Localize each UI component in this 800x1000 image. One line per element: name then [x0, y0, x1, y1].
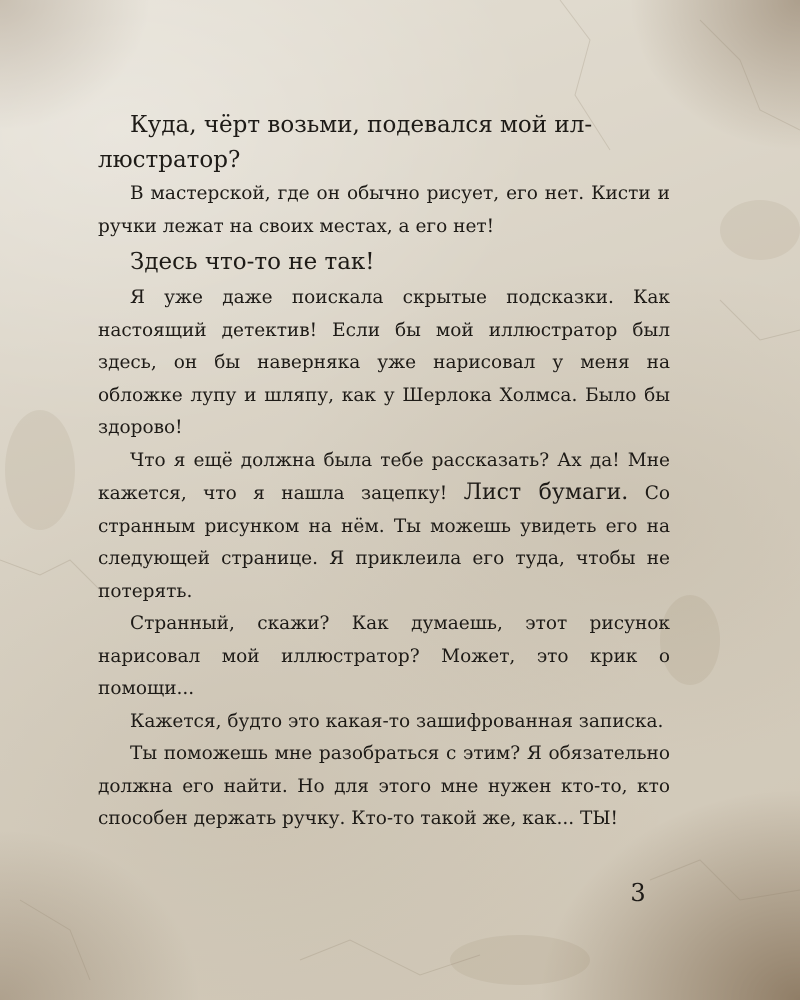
paragraph-workshop: В мастерской, где он обычно рисует, его нет. Кисти и ручки лежат на своих местах, а его нет!	[98, 183, 670, 237]
paragraph-call-to-reader: Ты поможешь мне разобраться с этим? Я обязательно должна его найти. Но для этого мне нужен кто-то, кто способен держать ручку. Кто-то такой же, как... ТЫ!	[98, 743, 670, 829]
opening-question-line-2: люстратор?	[98, 147, 241, 173]
opening-question-line-1: Куда, чёрт возьми, подевался мой ил-	[130, 112, 593, 138]
paragraph-clue	[98, 445, 670, 609]
clue-highlight: Лист бумаги.	[463, 480, 629, 505]
paragraph-strange-drawing: Странный, скажи? Как думаешь, этот рисунок нарисовал мой иллюстратор? Может, это крик о помощи...	[98, 613, 670, 699]
opening-question	[98, 108, 670, 178]
paragraph-detective: Я уже даже поискала скрытые подсказки. Как настоящий детектив! Если бы мой иллюстратор был здесь, он бы наверняка уже нарисовал у меня на обложке лупу и шляпу, как у Шерлока Холмса. Было бы здорово!	[98, 287, 670, 438]
clue-text-after: Со странным рисунком на нём. Ты можешь увидеть его на следующей странице. Я приклеила его туда, чтобы не потерять.	[98, 483, 670, 602]
clue-text-before: Что я ещё должна была тебе рассказать? Ах да! Мне кажется, что я нашла зацепку!	[98, 449, 670, 504]
story-text	[98, 108, 670, 836]
page-number: 3	[630, 879, 646, 907]
paragraph-encrypted-note: Кажется, будто это какая-то зашифрованная записка.	[130, 710, 664, 732]
exclamation-something-wrong: Здесь что-то не так!	[130, 249, 375, 275]
